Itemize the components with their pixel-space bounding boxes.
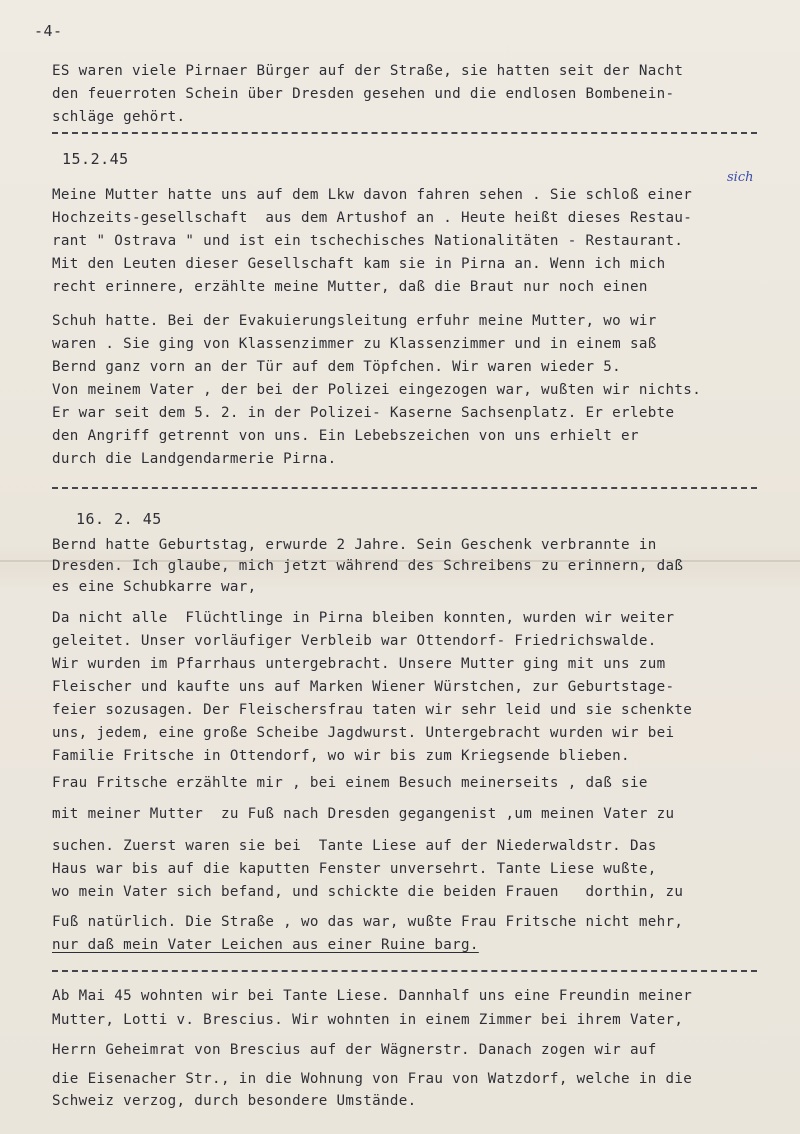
text-line: recht erinnere, erzählte meine Mutter, daß die Braut nur noch einen <box>52 279 648 295</box>
section2-paragraph-a <box>52 535 792 598</box>
page-number: -4- <box>34 22 63 40</box>
text-line: Schweiz verzog, durch besondere Umstände. <box>52 1093 417 1109</box>
text-line: wo mein Vater sich befand, und schickte die beiden Frauen dorthin, zu <box>52 884 684 900</box>
handwritten-insertion: sich <box>727 170 754 185</box>
dashed-divider <box>52 132 757 134</box>
text-line: waren . Sie ging von Klassenzimmer zu Klassenzimmer und in einem saß <box>52 336 657 352</box>
section-date: 15.2.45 <box>62 150 129 168</box>
text-line: geleitet. Unser vorläufiger Verbleib war Ottendorf- Friedrichswalde. <box>52 633 657 649</box>
section-date: 16. 2. 45 <box>76 510 162 528</box>
text-line: Da nicht alle Flüchtlinge in Pirna bleiben konnten, wurden wir weiter <box>52 610 675 626</box>
text-line: Mit den Leuten dieser Gesellschaft kam sie in Pirna an. Wenn ich mich <box>52 256 666 272</box>
text-line: suchen. Zuerst waren sie bei Tante Liese auf der Niederwaldstr. Das <box>52 838 657 854</box>
text-line: Meine Mutter hatte uns auf dem Lkw davon fahren sehen . Sie schloß einer <box>52 187 693 203</box>
text-line: Fuß natürlich. Die Straße , wo das war, wußte Frau Fritsche nicht mehr, <box>52 914 684 930</box>
text-line: ES waren viele Pirnaer Bürger auf der Straße, sie hatten seit der Nacht <box>52 63 684 79</box>
text-line: Herrn Geheimrat von Brescius auf der Wägnerstr. Danach zogen wir auf <box>52 1042 657 1058</box>
dashed-divider <box>52 970 757 972</box>
text-line: Hochzeits-gesellschaft aus dem Artushof an . Heute heißt dieses Restau- <box>52 210 693 226</box>
underlined-line: nur daß mein Vater Leichen aus einer Ruine barg. <box>52 937 479 953</box>
section1-paragraph <box>52 184 792 471</box>
text-line: schläge gehört. <box>52 109 186 125</box>
text-line: Bernd hatte Geburtstag, erwurde 2 Jahre. Sein Geschenk verbrannte in <box>52 537 657 553</box>
text-line: Mutter, Lotti v. Brescius. Wir wohnten in einem Zimmer bei ihrem Vater, <box>52 1012 684 1028</box>
dashed-divider <box>52 487 757 489</box>
text-line: Familie Fritsche in Ottendorf, wo wir bis zum Kriegsende blieben. <box>52 748 630 764</box>
text-line: Er war seit dem 5. 2. in der Polizei- Kaserne Sachsenplatz. Er erlebte <box>52 405 675 421</box>
text-line: Dresden. Ich glaube, mich jetzt während des Schreibens zu erinnern, daß <box>52 558 684 574</box>
text-line: den Angriff getrennt von uns. Ein Lebebszeichen von uns erhielt er <box>52 428 639 444</box>
text-line: feier sozusagen. Der Fleischersfrau taten wir sehr leid und sie schenkte <box>52 702 693 718</box>
text-line: rant " Ostrava " und ist ein tschechisches Nationalitäten - Restaurant. <box>52 233 684 249</box>
text-line: den feuerroten Schein über Dresden gesehen und die endlosen Bombenein- <box>52 86 675 102</box>
text-line: Schuh hatte. Bei der Evakuierungsleitung erfuhr meine Mutter, wo wir <box>52 313 657 329</box>
text-line: die Eisenacher Str., in die Wohnung von Frau von Watzdorf, welche in die <box>52 1071 693 1087</box>
text-line: durch die Landgendarmerie Pirna. <box>52 451 337 467</box>
text-line: Bernd ganz vorn an der Tür auf dem Töpfchen. Wir waren wieder 5. <box>52 359 622 375</box>
text-line: Von meinem Vater , der bei der Polizei eingezogen war, wußten wir nichts. <box>52 382 702 398</box>
text-line: uns, jedem, eine große Scheibe Jagdwurst. Untergebracht wurden wir bei <box>52 725 675 741</box>
section2-paragraph-b <box>52 607 792 957</box>
text-line: mit meiner Mutter zu Fuß nach Dresden gegangenist ,um meinen Vater zu <box>52 806 675 822</box>
text-line: Ab Mai 45 wohnten wir bei Tante Liese. Dannhalf uns eine Freundin meiner <box>52 988 693 1004</box>
text-line: es eine Schubkarre war, <box>52 579 257 595</box>
text-line: Frau Fritsche erzählte mir , bei einem Besuch meinerseits , daß sie <box>52 775 648 791</box>
section3-paragraph <box>52 984 792 1112</box>
text-line: Haus war bis auf die kaputten Fenster unversehrt. Tante Liese wußte, <box>52 861 657 877</box>
text-line: Fleischer und kaufte uns auf Marken Wiener Würstchen, zur Geburtstage- <box>52 679 675 695</box>
text-line: Wir wurden im Pfarrhaus untergebracht. Unsere Mutter ging mit uns zum <box>52 656 666 672</box>
intro-paragraph <box>52 60 792 129</box>
